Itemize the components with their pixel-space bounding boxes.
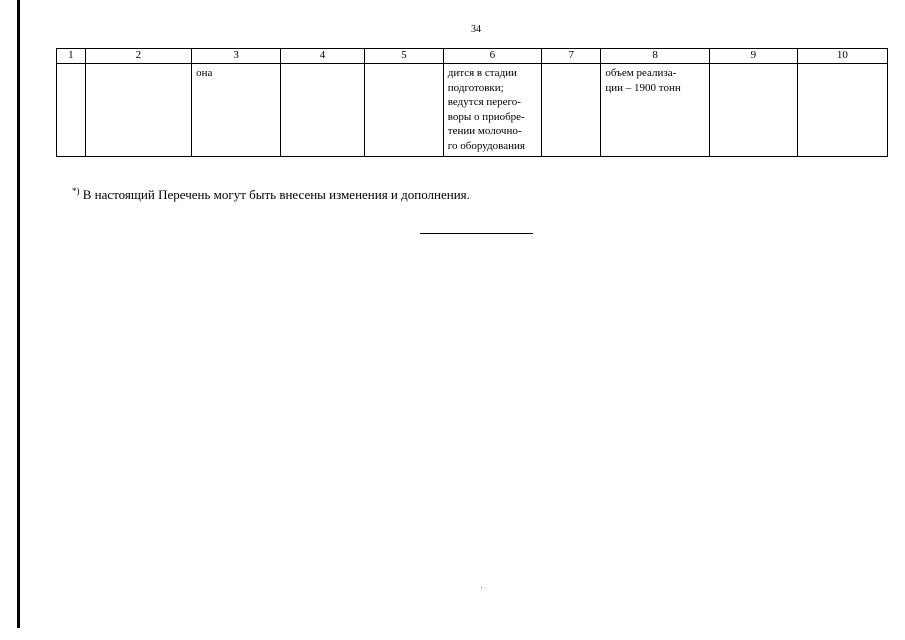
column-header: 4 [281, 49, 365, 64]
column-header: 7 [542, 49, 601, 64]
table-cell [542, 64, 601, 157]
cell-text-line: го оборудования [447, 139, 525, 152]
data-table [56, 48, 888, 157]
table-cell [192, 64, 281, 157]
column-header: 10 [797, 49, 887, 64]
cell-text-line: ведутся перего- [447, 96, 521, 108]
table-row [57, 64, 888, 157]
column-header: 1 [57, 49, 86, 64]
page-number: 34 [471, 24, 481, 35]
column-header: 5 [365, 49, 444, 64]
column-header: 2 [85, 49, 191, 64]
column-header: 8 [601, 49, 709, 64]
column-header: 6 [443, 49, 541, 64]
header-row [57, 49, 888, 64]
column-header: 9 [709, 49, 797, 64]
footnote-marker: *) [72, 186, 80, 196]
cell-text-line: тении молочно- [447, 125, 522, 137]
table-cell [601, 64, 709, 157]
table-cell [797, 64, 887, 157]
table-cell [57, 64, 86, 157]
cell-text-line: она [196, 67, 213, 79]
column-header: 3 [192, 49, 281, 64]
cell-text-line: объем реализа- [605, 67, 677, 79]
footnote-text: В настоящий Перечень могут быть внесены изменения и дополнения. [82, 187, 470, 202]
footnote [72, 186, 470, 203]
left-margin-bar [17, 0, 20, 628]
scan-speck [481, 587, 482, 588]
cell-text-line: дится в стадии [447, 67, 517, 79]
horizontal-rule [420, 233, 533, 234]
cell-text-line: подготовки; [447, 81, 504, 94]
table-cell [365, 64, 444, 157]
table-cell [281, 64, 365, 157]
table-cell [709, 64, 797, 157]
table-cell [443, 64, 541, 157]
cell-text-line: ции – 1900 тонн [605, 81, 681, 94]
cell-text-line: воры о приобре- [447, 110, 525, 123]
table-cell [85, 64, 191, 157]
